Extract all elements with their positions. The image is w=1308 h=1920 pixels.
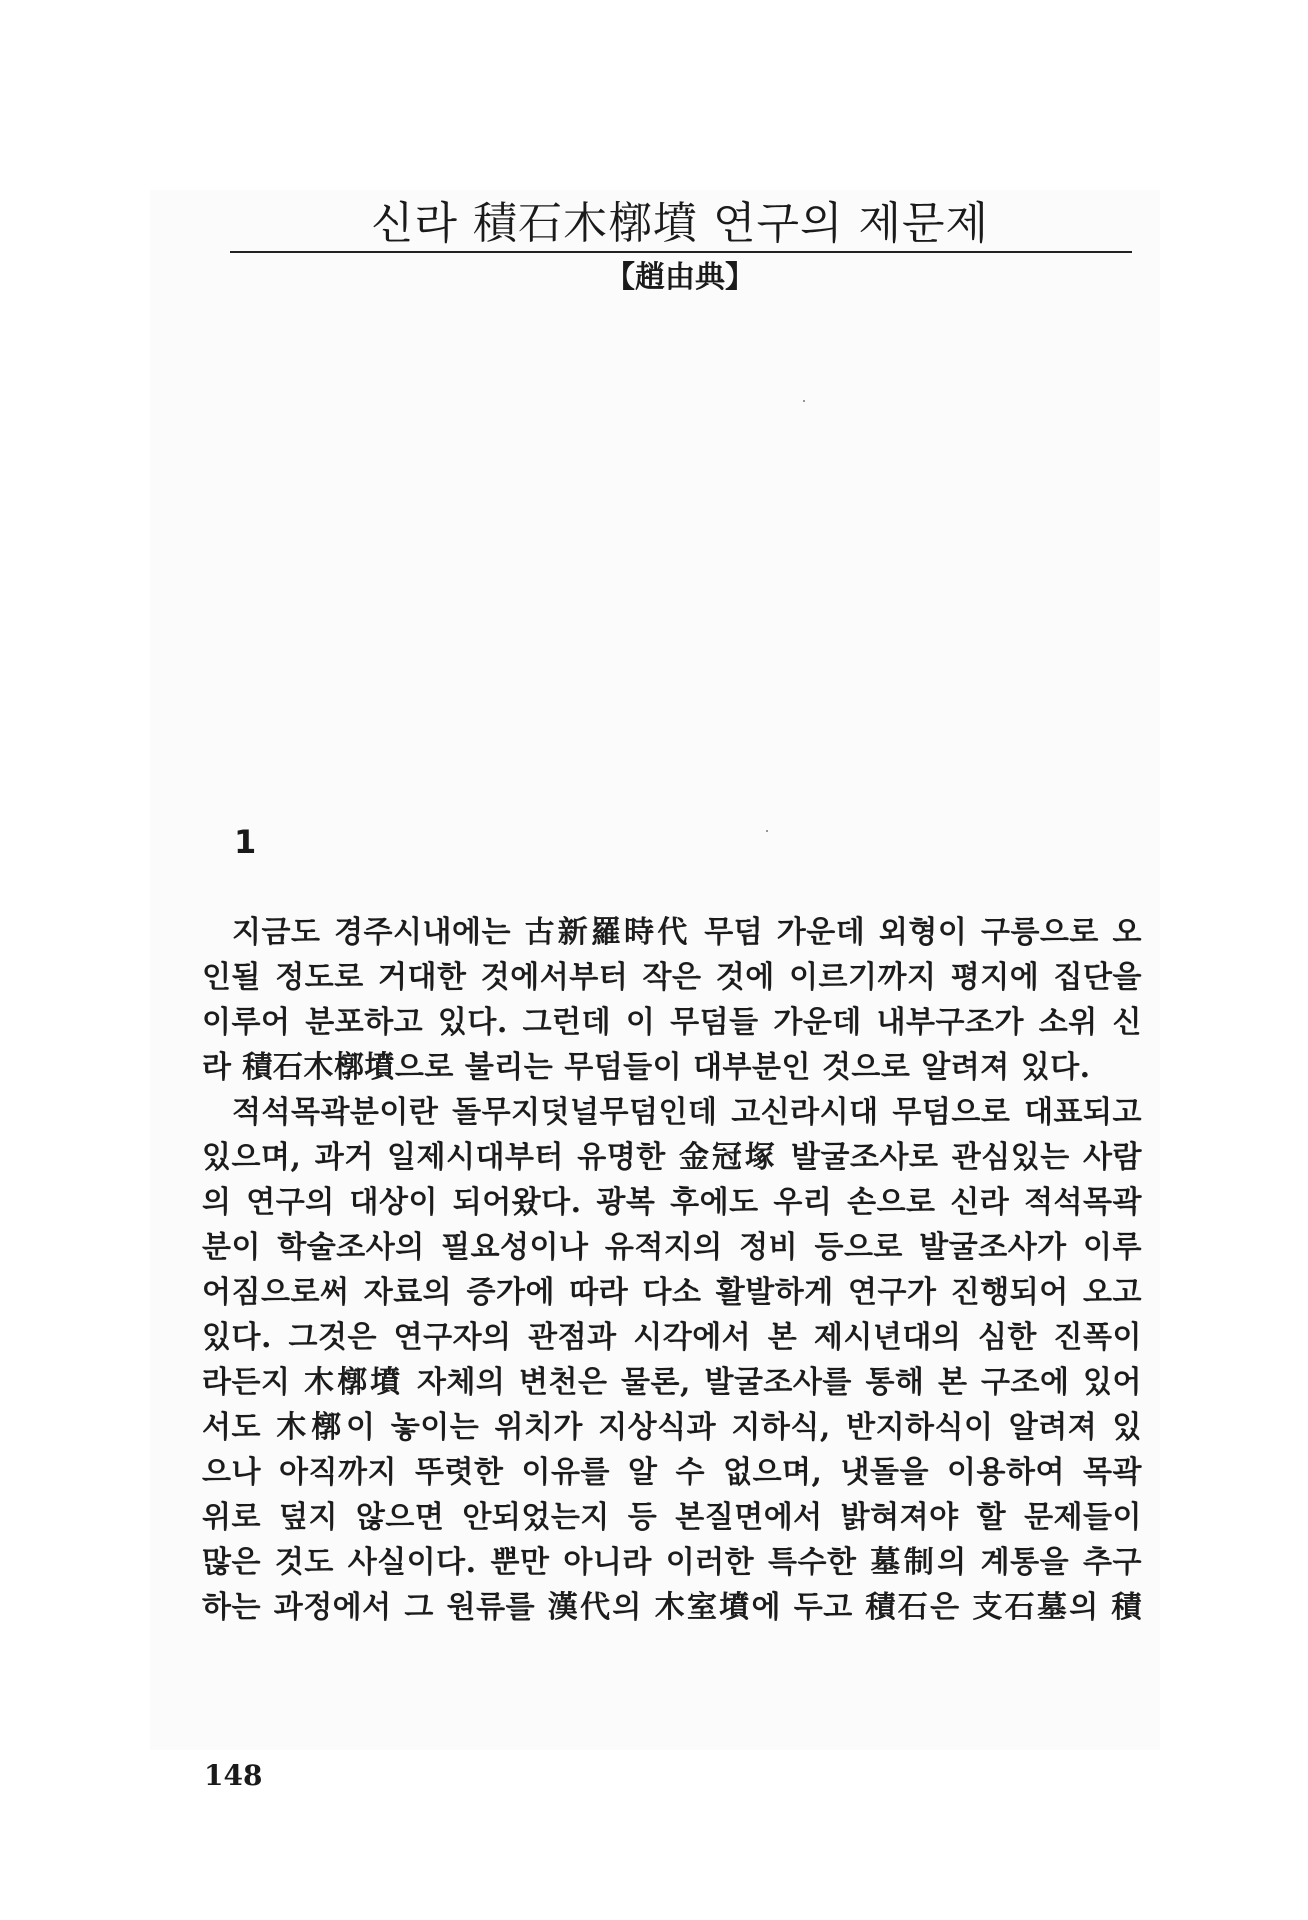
body-line: 어짐으로써 자료의 증가에 따라 다소 활발하게 연구가 진행되어 오고 — [202, 1275, 1142, 1310]
body-line: 라든지 木槨墳 자체의 변천은 물론, 발굴조사를 통해 본 구조에 있어 — [202, 1365, 1142, 1400]
body-line: 있으며, 과거 일제시대부터 유명한 金冠塚 발굴조사로 관심있는 사람 — [202, 1140, 1142, 1175]
body-line: 분이 학술조사의 필요성이나 유적지의 정비 등으로 발굴조사가 이루 — [202, 1230, 1142, 1265]
article-author: 【趙由典】 — [605, 260, 755, 295]
scan-speck — [803, 400, 805, 402]
body-line: 지금도 경주시내에는 古新羅時代 무덤 가운데 외형이 구릉으로 오 — [232, 915, 1142, 950]
body-line: 위로 덮지 않으면 안되었는지 등 본질면에서 밝혀져야 할 문제들이 — [202, 1500, 1142, 1535]
section-number: 1 — [234, 823, 257, 861]
body-text — [202, 910, 1142, 1630]
body-line: 의 연구의 대상이 되어왔다. 광복 후에도 우리 손으로 신라 적석목곽 — [202, 1185, 1142, 1220]
scan-speck — [766, 830, 768, 832]
title-divider — [230, 251, 1132, 253]
body-line: 서도 木槨이 놓이는 위치가 지상식과 지하식, 반지하식이 알려져 있 — [202, 1410, 1142, 1445]
page-number: 148 — [204, 1759, 263, 1792]
body-line: 하는 과정에서 그 원류를 漢代의 木室墳에 두고 積石은 支石墓의 積 — [202, 1590, 1142, 1625]
body-line: 인될 정도로 거대한 것에서부터 작은 것에 이르기까지 평지에 집단을 — [202, 960, 1142, 995]
article-title: 신라 積石木槨墳 연구의 제문제 — [371, 198, 989, 249]
body-line: 적석목곽분이란 돌무지덧널무덤인데 고신라시대 무덤으로 대표되고 — [232, 1095, 1142, 1130]
body-line: 많은 것도 사실이다. 뿐만 아니라 이러한 특수한 墓制의 계통을 추구 — [202, 1545, 1142, 1580]
body-line: 으나 아직까지 뚜렷한 이유를 알 수 없으며, 냇돌을 이용하여 목곽 — [202, 1455, 1142, 1490]
body-line: 라 積石木槨墳으로 불리는 무덤들이 대부분인 것으로 알려져 있다. — [202, 1050, 1091, 1085]
body-line: 이루어 분포하고 있다. 그런데 이 무덤들 가운데 내부구조가 소위 신 — [202, 1005, 1142, 1040]
body-line: 있다. 그것은 연구자의 관점과 시각에서 본 제시년대의 심한 진폭이 — [202, 1320, 1142, 1355]
